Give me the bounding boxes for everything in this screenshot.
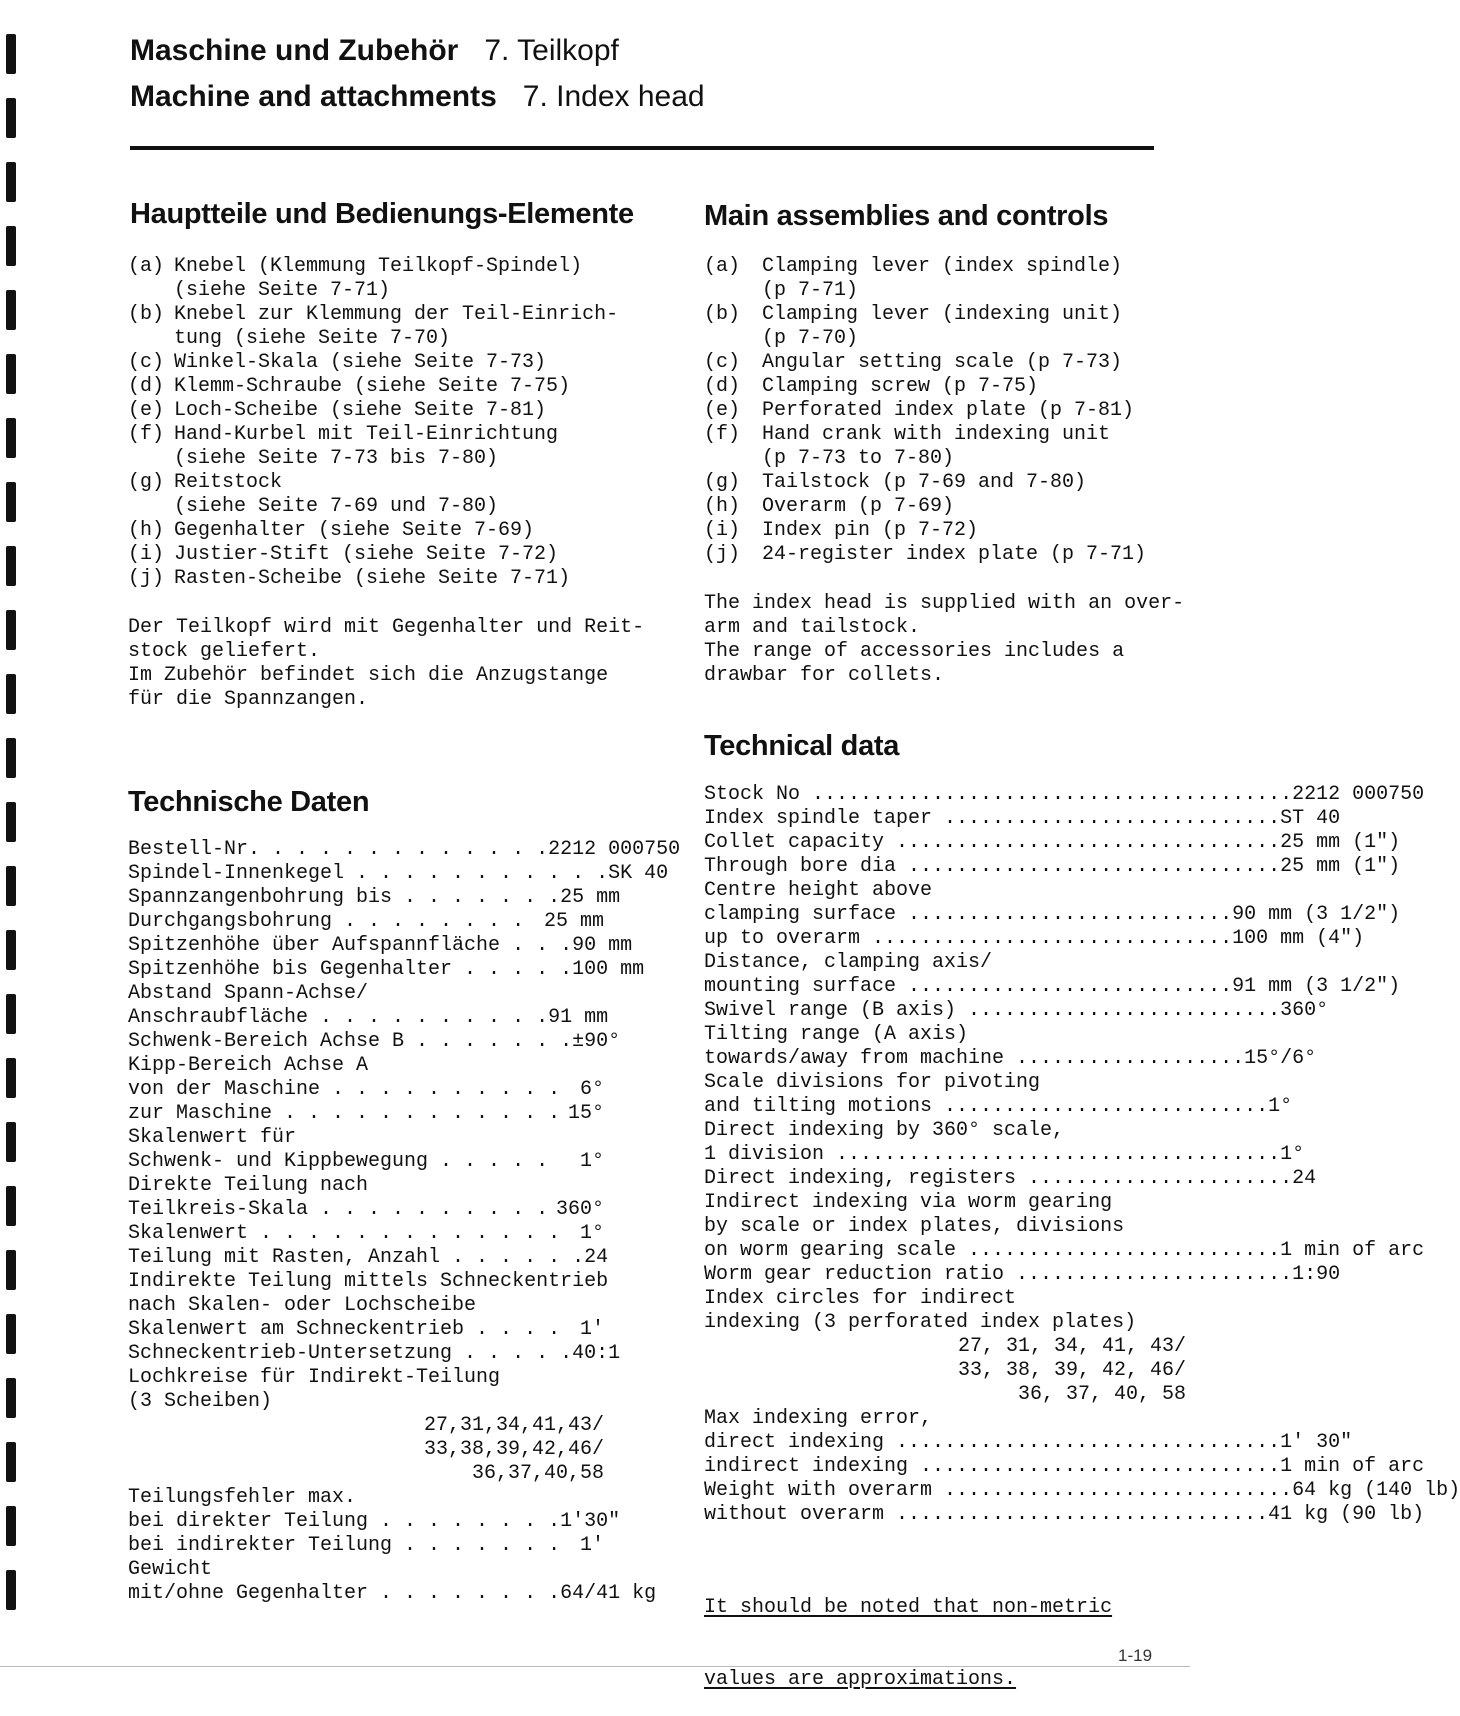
spec-key: Max indexing error,: [704, 1407, 933, 1430]
spec-value: 1': [579, 1534, 604, 1557]
spec-value: 1°: [579, 1150, 604, 1173]
list-item: [704, 351, 1174, 375]
spec-key: Schwenk-Bereich Achse B . . . . . . .: [128, 1030, 573, 1053]
list-item: [704, 375, 1174, 399]
list-item: [704, 255, 1174, 303]
page-number: 1-19: [1118, 1646, 1153, 1665]
spec-row: [128, 1342, 621, 1366]
spec-key: Spitzenhöhe über Aufspannfläche . . .: [128, 934, 573, 957]
spec-row: [128, 1318, 604, 1342]
list-item-text: Angular setting scale (p 7-73): [762, 351, 1123, 374]
header-section-de: 7. Teilkopf: [484, 34, 619, 67]
spec-row: [704, 1263, 1341, 1287]
spec-value: 1' 30": [1280, 1431, 1353, 1454]
list-item-label: (d): [128, 375, 165, 398]
spec-key: Teilungsfehler max.: [128, 1486, 357, 1509]
spec-row: [704, 1143, 1305, 1167]
spec-row: [128, 1006, 609, 1030]
header-title-de: Maschine und Zubehör: [130, 34, 459, 67]
spec-row: [704, 1119, 1186, 1143]
spec-row: [128, 1366, 604, 1390]
spec-key: [128, 1462, 472, 1486]
spec-row: [704, 1191, 1186, 1215]
spec-value: 24: [584, 1246, 609, 1269]
list-item: [128, 423, 628, 471]
spec-row: [128, 1462, 604, 1486]
list-item-text: Perforated index plate (p 7-81): [762, 399, 1135, 422]
spec-key: Swivel range (B axis) ..........................: [704, 999, 1281, 1022]
spec-key: [704, 1335, 958, 1359]
spec-key: Direct indexing, registers ......................: [704, 1167, 1293, 1190]
list-item-text: Loch-Scheibe (siehe Seite 7-81): [174, 399, 547, 422]
spec-value: 15°/6°: [1244, 1047, 1317, 1070]
spec-row: [128, 1486, 604, 1510]
spec-key: by scale or index plates, divisions: [704, 1215, 1125, 1238]
spec-key: indirect indexing ..............................: [704, 1455, 1281, 1478]
spec-key: [128, 1414, 424, 1438]
en-heading: Main assemblies and controls: [704, 200, 1109, 232]
list-item-text: Knebel zur Klemmung der Teil-Einrich- tung (siehe Seite 7-70): [174, 303, 619, 350]
list-item: [704, 399, 1174, 423]
spec-key: on worm gearing scale ..........................: [704, 1239, 1281, 1262]
spec-row: [704, 879, 1186, 903]
list-item: [704, 303, 1174, 351]
spec-key: bei indirekter Teilung . . . . . . .: [128, 1534, 561, 1557]
list-item: [128, 255, 628, 303]
spec-row: [704, 1503, 1425, 1527]
de-tech-table: [128, 838, 681, 1606]
spec-key: Spitzenhöhe bis Gegenhalter . . . . .: [128, 958, 573, 981]
note-line: values are approximations.: [704, 1668, 1017, 1691]
spec-key: Index spindle taper ............................: [704, 807, 1281, 830]
spec-value: 27, 31, 34, 41, 43/: [957, 1335, 1186, 1358]
spec-key: Index circles for indirect: [704, 1287, 1017, 1310]
spec-key: Gewicht: [128, 1558, 213, 1581]
spec-row: [704, 1359, 1186, 1383]
list-item: [704, 519, 1174, 543]
spec-row: [704, 1287, 1186, 1311]
spec-value: 1': [579, 1318, 604, 1341]
list-item: [128, 303, 628, 351]
spec-key: Spindel-Innenkegel . . . . . . . . . . .: [128, 862, 609, 885]
spec-row: [128, 886, 621, 910]
spec-row: [128, 1390, 604, 1414]
spec-value: 25 mm: [543, 910, 604, 933]
spec-key: Direkte Teilung nach: [128, 1174, 369, 1197]
list-item-text: Hand-Kurbel mit Teil-Einrichtung (siehe Seite 7-73 bis 7-80): [174, 423, 559, 470]
spec-row: [128, 1558, 604, 1582]
spec-key: Teilung mit Rasten, Anzahl . . . . . .: [128, 1246, 585, 1269]
list-item-label: (i): [704, 519, 741, 542]
list-item-text: Rasten-Scheibe (siehe Seite 7-71): [174, 567, 571, 590]
spec-value: 90 mm (3 1/2"): [1232, 903, 1401, 926]
list-item-label: (d): [704, 375, 741, 398]
spec-key: mit/ohne Gegenhalter . . . . . . . .: [128, 1582, 561, 1605]
spec-value: 2212 000750: [548, 838, 681, 861]
spec-row: [704, 1383, 1186, 1407]
spec-key: Centre height above: [704, 879, 933, 902]
spec-value: 1°: [579, 1222, 604, 1245]
list-item-text: Clamping lever (index spindle) (p 7-71): [762, 255, 1123, 302]
spec-value: 360°: [555, 1198, 604, 1221]
spec-row: [128, 1414, 604, 1438]
list-item-label: (e): [128, 399, 165, 422]
spec-row: [704, 1311, 1186, 1335]
spec-row: [128, 1222, 604, 1246]
spec-row: [128, 1030, 621, 1054]
spec-value: 100 mm: [572, 958, 645, 981]
spec-key: indexing (3 perforated index plates): [704, 1311, 1137, 1334]
spec-key: mounting surface ...........................: [704, 975, 1233, 998]
spec-row: [128, 838, 681, 862]
header-rule: [130, 146, 1154, 150]
list-item-label: (b): [704, 303, 741, 326]
spec-value: 27,31,34,41,43/: [423, 1414, 604, 1437]
list-item-text: Gegenhalter (siehe Seite 7-69): [174, 519, 535, 542]
spec-row: [704, 975, 1401, 999]
spec-value: SK 40: [608, 862, 669, 885]
spec-key: Stock No ........................................: [704, 783, 1293, 806]
spec-key: 1 division .....................................: [704, 1143, 1281, 1166]
de-parts-list: [128, 255, 628, 591]
en-tech-table: [704, 783, 1460, 1527]
en-approximation-note: [704, 1548, 1112, 1716]
spec-key: Indirekte Teilung mittels Schneckentrieb: [128, 1270, 609, 1293]
spec-key: Anschraubfläche . . . . . . . . . .: [128, 1006, 549, 1029]
spec-key: Kipp-Bereich Achse A: [128, 1054, 369, 1077]
spec-value: 24: [1292, 1167, 1317, 1190]
spec-row: [128, 1150, 604, 1174]
spec-value: 40:1: [572, 1342, 621, 1365]
spec-row: [704, 807, 1341, 831]
spec-key: Worm gear reduction ratio .......................: [704, 1263, 1293, 1286]
spec-value: 25 mm (1"): [1280, 831, 1401, 854]
binder-edge: [6, 30, 18, 1650]
spec-key: Collet capacity ................................: [704, 831, 1281, 854]
spec-key: towards/away from machine ...................: [704, 1047, 1245, 1070]
list-item: [128, 519, 628, 543]
spec-row: [128, 958, 645, 982]
en-parts-list: [704, 255, 1174, 567]
list-item: [704, 423, 1174, 471]
spec-key: Durchgangsbohrung . . . . . . . .: [128, 910, 525, 933]
en-tech-heading: Technical data: [704, 730, 900, 762]
spec-row: [128, 1582, 657, 1606]
spec-value: 1'30": [560, 1510, 621, 1533]
spec-key: clamping surface ...........................: [704, 903, 1233, 926]
spec-key: and tilting motions ...........................: [704, 1095, 1269, 1118]
spec-value: 25 mm (1"): [1280, 855, 1401, 878]
spec-key: Through bore dia ...............................: [704, 855, 1281, 878]
spec-key: Scale divisions for pivoting: [704, 1071, 1041, 1094]
list-item: [704, 495, 1174, 519]
list-item-label: (a): [128, 255, 165, 278]
list-item-text: Winkel-Skala (siehe Seite 7-73): [174, 351, 547, 374]
list-item-text: Klemm-Schraube (siehe Seite 7-75): [174, 375, 571, 398]
spec-value: 1°: [1268, 1095, 1293, 1118]
spec-row: [128, 1126, 604, 1150]
list-item-label: (f): [704, 423, 741, 446]
list-item-text: Index pin (p 7-72): [762, 519, 979, 542]
note-line: It should be noted that non-metric: [704, 1596, 1113, 1619]
de-heading: Hauptteile und Bedienungs-Elemente: [130, 198, 634, 230]
list-item-label: (h): [128, 519, 165, 542]
spec-key: Abstand Spann-Achse/: [128, 982, 369, 1005]
spec-row: [704, 1023, 1186, 1047]
list-item: [128, 351, 628, 375]
spec-row: [704, 1071, 1186, 1095]
spec-value: 91 mm: [548, 1006, 609, 1029]
spec-row: [128, 1534, 604, 1558]
spec-value: 1 min of arc: [1280, 1455, 1425, 1478]
spec-key: Indirect indexing via worm gearing: [704, 1191, 1113, 1214]
list-item-text: Hand crank with indexing unit (p 7-73 to 7-80): [762, 423, 1111, 470]
spec-key: without overarm ...............................: [704, 1503, 1269, 1526]
spec-value: 2212 000750: [1292, 783, 1425, 806]
spec-row: [128, 934, 633, 958]
spec-value: ±90°: [572, 1030, 621, 1053]
list-item: [128, 567, 628, 591]
list-item-text: Overarm (p 7-69): [762, 495, 955, 518]
header-title-en: Machine and attachments: [130, 80, 497, 113]
spec-value: 6°: [579, 1078, 604, 1101]
list-item: [128, 399, 628, 423]
spec-key: Spannzangenbohrung bis . . . . . . .: [128, 886, 561, 909]
bottom-rule: [0, 1666, 1190, 1667]
spec-value: 25 mm: [560, 886, 621, 909]
spec-key: Direct indexing by 360° scale,: [704, 1119, 1065, 1142]
spec-row: [704, 927, 1365, 951]
list-item-label: (g): [128, 471, 165, 494]
spec-row: [704, 1455, 1425, 1479]
list-item: [128, 375, 628, 399]
list-item: [704, 471, 1174, 495]
spec-value: ST 40: [1280, 807, 1341, 830]
spec-value: 90 mm: [572, 934, 633, 957]
list-item: [128, 543, 628, 567]
list-item-label: (c): [128, 351, 165, 374]
spec-value: 1:90: [1292, 1263, 1341, 1286]
list-item-label: (e): [704, 399, 741, 422]
spec-value: 1 min of arc: [1280, 1239, 1425, 1262]
list-item-label: (i): [128, 543, 165, 566]
spec-value: 41 kg (90 lb): [1268, 1503, 1425, 1526]
spec-row: [704, 903, 1401, 927]
spec-row: [128, 1078, 604, 1102]
spec-row: [128, 1246, 609, 1270]
spec-row: [128, 1294, 604, 1318]
spec-row: [704, 783, 1425, 807]
spec-key: Tilting range (A axis): [704, 1023, 969, 1046]
spec-value: 64/41 kg: [560, 1582, 657, 1605]
spec-row: [128, 1174, 604, 1198]
list-item-text: Clamping lever (indexing unit) (p 7-70): [762, 303, 1123, 350]
spec-value: 91 mm (3 1/2"): [1232, 975, 1401, 998]
list-item-label: (f): [128, 423, 165, 446]
spec-value: 360°: [1280, 999, 1329, 1022]
spec-value: 36, 37, 40, 58: [1017, 1383, 1186, 1406]
list-item-text: Reitstock (siehe Seite 7-69 und 7-80): [174, 471, 499, 518]
spec-row: [704, 1047, 1317, 1071]
list-item-label: (h): [704, 495, 741, 518]
list-item: [704, 543, 1174, 567]
spec-key: Skalenwert . . . . . . . . . . . . .: [128, 1222, 561, 1245]
spec-key: Skalenwert am Schneckentrieb . . . .: [128, 1318, 561, 1341]
spec-row: [128, 862, 669, 886]
spec-key: direct indexing ................................: [704, 1431, 1281, 1454]
list-item-label: (g): [704, 471, 741, 494]
spec-row: [704, 1407, 1186, 1431]
spec-value: 1°: [1280, 1143, 1305, 1166]
spec-key: nach Skalen- oder Lochscheibe: [128, 1294, 477, 1317]
list-item-text: 24-register index plate (p 7-71): [762, 543, 1147, 566]
spec-key: von der Maschine . . . . . . . . . .: [128, 1078, 561, 1101]
list-item-text: Knebel (Klemmung Teilkopf-Spindel) (siehe Seite 7-71): [174, 255, 583, 302]
de-tech-heading: Technische Daten: [128, 786, 370, 818]
spec-row: [128, 1270, 609, 1294]
spec-row: [128, 1102, 604, 1126]
list-item: [128, 471, 628, 519]
spec-value: 36,37,40,58: [471, 1462, 604, 1485]
spec-key: Weight with overarm .............................: [704, 1479, 1293, 1502]
list-item-label: (b): [128, 303, 165, 326]
spec-row: [704, 1335, 1186, 1359]
spec-key: Skalenwert für: [128, 1126, 297, 1149]
spec-row: [704, 1095, 1293, 1119]
list-item-label: (c): [704, 351, 741, 374]
spec-value: 15°: [567, 1102, 604, 1125]
list-item-text: Tailstock (p 7-69 and 7-80): [762, 471, 1087, 494]
spec-row: [704, 1167, 1317, 1191]
list-item-text: Justier-Stift (siehe Seite 7-72): [174, 543, 559, 566]
spec-value: 100 mm (4"): [1232, 927, 1365, 950]
spec-key: bei direkter Teilung . . . . . . . .: [128, 1510, 561, 1533]
spec-key: (3 Scheiben): [128, 1390, 273, 1413]
page-header: [130, 28, 705, 120]
spec-row: [704, 831, 1401, 855]
header-section-en: 7. Index head: [522, 80, 705, 113]
spec-key: Schwenk- und Kippbewegung . . . . .: [128, 1150, 549, 1173]
spec-key: Bestell-Nr. . . . . . . . . . . . .: [128, 838, 549, 861]
spec-row: [704, 1239, 1425, 1263]
spec-row: [704, 855, 1401, 879]
spec-key: Schneckentrieb-Untersetzung . . . . .: [128, 1342, 573, 1365]
spec-key: Teilkreis-Skala . . . . . . . . . .: [128, 1198, 549, 1221]
spec-row: [704, 999, 1329, 1023]
spec-key: Lochkreise für Indirekt-Teilung: [128, 1366, 501, 1389]
spec-row: [128, 1438, 604, 1462]
list-item-label: (j): [704, 543, 741, 566]
spec-key: Distance, clamping axis/: [704, 951, 993, 974]
spec-key: [128, 1438, 424, 1462]
spec-value: 64 kg (140 lb): [1292, 1479, 1460, 1502]
list-item-label: (a): [704, 255, 741, 278]
spec-row: [704, 951, 1186, 975]
spec-value: 33, 38, 39, 42, 46/: [957, 1359, 1186, 1382]
en-paragraph: The index head is supplied with an over- arm and tailstock. The range of accessories includes a drawbar for collets.: [704, 592, 1185, 687]
spec-row: [128, 1198, 604, 1222]
spec-key: up to overarm ..............................: [704, 927, 1233, 950]
spec-key: [704, 1359, 958, 1383]
spec-key: [704, 1383, 1018, 1407]
spec-row: [128, 1510, 621, 1534]
spec-value: 33,38,39,42,46/: [423, 1438, 604, 1461]
spec-row: [704, 1431, 1353, 1455]
spec-row: [128, 910, 604, 934]
spec-row: [704, 1479, 1460, 1503]
list-item-label: (j): [128, 567, 165, 590]
spec-row: [128, 1054, 604, 1078]
spec-row: [128, 982, 604, 1006]
de-paragraph: Der Teilkopf wird mit Gegenhalter und Reit- stock geliefert. Im Zubehör befindet sich die Anzugstange für die Spannzangen.: [128, 616, 645, 711]
spec-row: [704, 1215, 1186, 1239]
spec-key: zur Maschine . . . . . . . . . . . .: [128, 1102, 561, 1125]
list-item-text: Clamping screw (p 7-75): [762, 375, 1039, 398]
